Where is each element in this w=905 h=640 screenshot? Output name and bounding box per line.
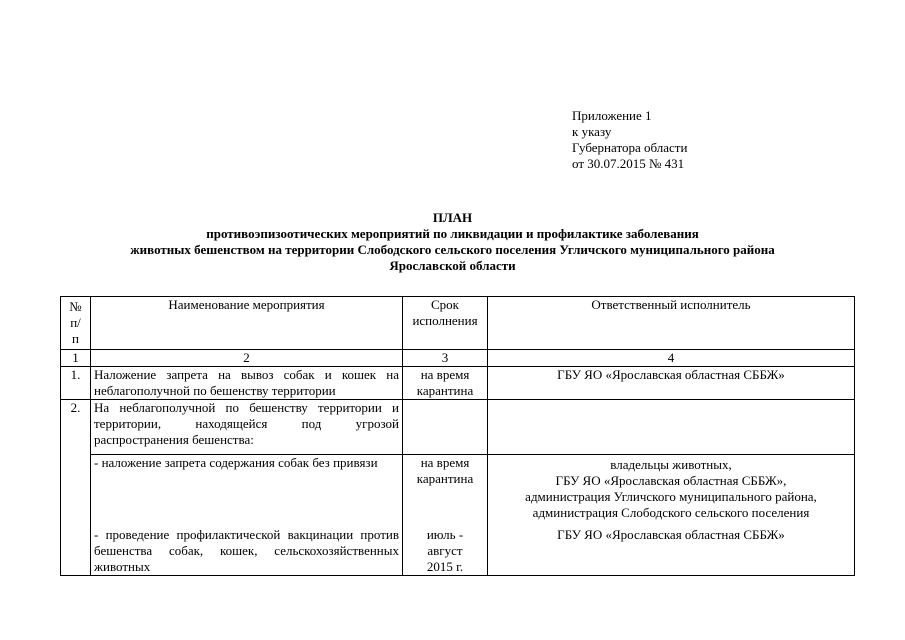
appendix-note bbox=[572, 108, 687, 172]
title-line-2: противоэпизоотических мероприятий по ликвидации и профилактике заболевания bbox=[206, 226, 699, 241]
table-row bbox=[61, 367, 855, 400]
title-line-3: животных бешенством на территории Слободского сельского поселения Угличского муниципального района bbox=[130, 242, 775, 257]
plan-table bbox=[60, 296, 855, 576]
row2-sub1-resp bbox=[488, 455, 855, 528]
row1-num: 1. bbox=[61, 367, 91, 400]
title-line-4: Ярославской области bbox=[389, 258, 516, 273]
table-header-row bbox=[61, 297, 855, 350]
document-title bbox=[0, 210, 905, 274]
row1-name: Наложение запрета на вывоз собак и кошек на неблагополучной по бешенству территории bbox=[91, 367, 403, 400]
row1-term: на время карантина bbox=[403, 367, 488, 400]
table-subrow bbox=[61, 527, 855, 576]
row2-sub2-resp: ГБУ ЯО «Ярославская областная СББЖ» bbox=[488, 527, 855, 576]
col-number-4: 4 bbox=[488, 350, 855, 367]
title-line-1: ПЛАН bbox=[432, 210, 473, 225]
row2-name: На неблагополучной по бешенству территории и территории, находящейся под угрозой распространения бешенства: bbox=[91, 400, 403, 455]
col-number-1: 1 bbox=[61, 350, 91, 367]
row2-sub1-term: на время карантина bbox=[403, 455, 488, 528]
row2-num: 2. bbox=[61, 400, 91, 576]
header-name: Наименование мероприятия bbox=[91, 297, 403, 350]
col-number-2: 2 bbox=[91, 350, 403, 367]
resp-line: ГБУ ЯО «Ярославская областная СББЖ», bbox=[555, 473, 787, 488]
appendix-line-2: к указу bbox=[572, 124, 612, 139]
header-term: Срок исполнения bbox=[403, 297, 488, 350]
header-resp: Ответственный исполнитель bbox=[488, 297, 855, 350]
header-num: № п/п bbox=[61, 297, 91, 350]
row2-term-empty bbox=[403, 400, 488, 455]
row2-sub2-name: - проведение профилактической вакцинации против бешенства собак, кошек, сельскохозяйственных животных bbox=[91, 527, 403, 576]
appendix-line-4: от 30.07.2015 № 431 bbox=[572, 156, 685, 171]
row2-resp-empty bbox=[488, 400, 855, 455]
table-subrow bbox=[61, 455, 855, 528]
appendix-line-3: Губернатора области bbox=[572, 140, 688, 155]
resp-line: администрация Слободского сельского поселения bbox=[532, 505, 810, 520]
term-line: август bbox=[427, 543, 463, 558]
term-line: июль - bbox=[426, 527, 464, 542]
row2-sub2-term bbox=[403, 527, 488, 576]
resp-line: администрация Угличского муниципального района, bbox=[525, 489, 817, 504]
row2-sub1-name: - наложение запрета содержания собак без привязи bbox=[91, 455, 403, 528]
row1-resp: ГБУ ЯО «Ярославская областная СББЖ» bbox=[488, 367, 855, 400]
table-row bbox=[61, 400, 855, 455]
column-number-row bbox=[61, 350, 855, 367]
resp-line: владельцы животных, bbox=[610, 457, 732, 472]
appendix-line-1: Приложение 1 bbox=[572, 108, 652, 123]
col-number-3: 3 bbox=[403, 350, 488, 367]
term-line: 2015 г. bbox=[426, 559, 464, 574]
